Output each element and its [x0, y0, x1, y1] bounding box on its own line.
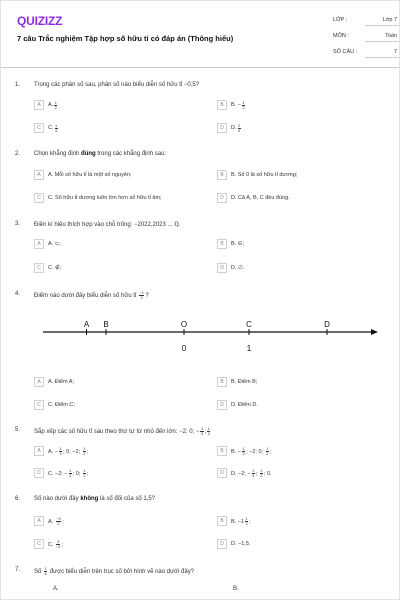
option-a[interactable]: A A. ⊂; — [34, 239, 61, 249]
fraction: $\frac{1}{3}$ — [59, 446, 62, 456]
number-line-figure — [41, 317, 381, 361]
header-divider — [1, 67, 400, 68]
option-text: C. $\frac{3}{-2}$ ; — [48, 539, 63, 549]
option-letter-box: D — [217, 123, 227, 133]
fraction: $\frac{1}{4}$ — [55, 123, 58, 133]
option-letter-box: D — [217, 539, 227, 549]
point-label-a: A — [83, 320, 90, 329]
option-c[interactable] — [34, 468, 89, 478]
option-d[interactable]: D D. Điểm D. — [217, 400, 258, 410]
point-label-c: C — [246, 320, 252, 329]
option-d[interactable]: D D. $\frac{2}{4}$ — [217, 123, 242, 133]
fraction: $\frac{1}{3}$ — [242, 446, 245, 456]
option-letter-box: B — [217, 100, 227, 110]
option-letter-box: A — [34, 516, 44, 526]
option-d[interactable]: D D. Cả A, B, C đều đúng. — [217, 193, 290, 203]
point-label-d: D — [324, 320, 330, 329]
fraction: $\frac{1}{3}$ — [69, 468, 72, 478]
option-b[interactable]: B B. Số 0 là số hữu tỉ dương; — [217, 170, 297, 180]
option-d[interactable] — [217, 468, 272, 478]
option-text: B. −1 $\frac{1}{2}$ ; — [231, 516, 251, 526]
option-letter-box: D — [217, 400, 227, 410]
option-a[interactable] — [34, 446, 88, 456]
fraction: $\frac{1}{2}$ — [242, 100, 245, 110]
option-letter-box: B — [217, 377, 227, 387]
option-letter-box: D — [217, 468, 227, 478]
option-c[interactable] — [34, 539, 63, 549]
fraction: $\frac{3}{-2}$ — [56, 539, 61, 549]
option-d[interactable]: D D. ∅. — [217, 263, 244, 273]
option-c[interactable]: C C. Điểm C; — [34, 400, 75, 410]
question-text: Điểm nào dưới đây biểu diễn số hữu tỉ $\frac{-1}{2}$ ? — [34, 291, 149, 300]
fraction: $\frac{2}{4}$ — [238, 123, 241, 133]
option-a[interactable]: A. — [53, 586, 59, 592]
tick-label: 0 — [181, 344, 187, 353]
question-number: 7. — [15, 567, 21, 573]
option-a[interactable] — [34, 516, 64, 526]
option-a[interactable]: A A. Điểm A; — [34, 377, 74, 387]
option-letter-box: A — [34, 446, 44, 456]
meta-count-value: 7 — [365, 47, 399, 58]
option-letter-box: A — [34, 377, 44, 387]
question-text: Chọn khẳng định đúng trong các khẳng định sau: — [34, 151, 167, 157]
question-number: 2. — [15, 151, 21, 157]
quizizz-logo: QUIZIZZ — [17, 14, 63, 28]
fraction: $\frac{1}{2}$ — [245, 516, 248, 526]
option-letter-box: B — [217, 239, 227, 249]
fraction: $\frac{1}{3}$ — [252, 468, 255, 478]
option-c[interactable]: C C. $\frac{1}{4}$ — [34, 123, 59, 133]
meta-subject-label: MÔN : — [333, 33, 349, 39]
option-b[interactable] — [217, 516, 251, 526]
option-letter-box: C — [34, 193, 44, 203]
option-c[interactable]: C C. ∉; — [34, 263, 61, 273]
option-letter-box: A — [34, 239, 44, 249]
question-text: Sắp xếp các số hữu tỉ sau theo thứ tự từ nhỏ đến lớn: −2; 0; − $\frac{1}{3}$ ; $\frac{1}{2}$ — [34, 427, 210, 436]
option-d[interactable] — [217, 539, 250, 549]
option-text: A. − $\frac{1}{3}$ ; 0; −2; $\frac{1}{2}$ ; — [48, 446, 89, 456]
option-letter-box: C — [34, 263, 44, 273]
option-letter-box: C — [34, 123, 44, 133]
tick-label: 1 — [246, 344, 252, 353]
option-letter-box: C — [34, 539, 44, 549]
option-a[interactable]: A A. Mỗi số hữu tỉ là một số nguyên; — [34, 170, 131, 180]
fraction: $\frac{-3}{2}$ — [56, 516, 61, 526]
option-letter-box: C — [34, 468, 44, 478]
option-b[interactable]: B. — [233, 586, 239, 592]
page-title: 7 câu Trắc nghiệm Tập hợp số hữu tỉ có đáp án (Thông hiểu) — [17, 34, 234, 43]
meta-subject-value: Toán — [365, 31, 399, 42]
option-letter-box: B — [217, 446, 227, 456]
option-letter-box: A — [34, 100, 44, 110]
meta-grade-value: Lớp 7 — [365, 15, 399, 26]
question-number: 1. — [15, 82, 21, 88]
point-label-b: B — [103, 320, 109, 329]
question-number: 4. — [15, 291, 21, 297]
question-text: Trong các phân số sau, phân số nào biểu diễn số hữu tỉ −0,5? — [34, 82, 200, 88]
option-text: B. − $\frac{1}{3}$ ; −2; 0; $\frac{1}{2}$ ; — [231, 446, 272, 456]
option-b[interactable]: B B. Điểm B; — [217, 377, 257, 387]
option-text: A. $\frac{-3}{2}$ ; — [48, 516, 64, 526]
question-text: Điền kí hiệu thích hợp vào chỗ trống: −2022,2023 ... ℚ. — [34, 222, 181, 228]
option-letter-box: D — [217, 263, 227, 273]
option-letter-box: B — [217, 170, 227, 180]
question-number: 5. — [15, 427, 21, 433]
option-b[interactable]: B B. ∈; — [217, 239, 244, 249]
point-label-o: O — [180, 320, 188, 329]
option-text: C. −2; − $\frac{1}{3}$ ; 0; $\frac{1}{2}$ ; — [48, 468, 89, 478]
meta-grade-label: LỚP : — [333, 17, 348, 23]
option-c[interactable]: C C. Số hữu tỉ dương luôn lớn hơn số hữu tỉ âm; — [34, 193, 162, 203]
option-b[interactable]: B B. − $\frac{1}{2}$ — [217, 100, 246, 110]
fraction: $\frac{1}{2}$ — [83, 446, 86, 456]
meta-count-label: SỐ CÂU : — [333, 49, 358, 55]
question-text: Số $\frac{1}{4}$ được biểu diễn trên trục số bởi hình vẽ nào dưới đây? — [34, 567, 195, 576]
option-letter-box: A — [34, 170, 44, 180]
question-text: Số nào dưới đây không là số đối của số 1,5? — [34, 496, 156, 502]
question-number: 3. — [15, 221, 21, 227]
fraction: $\frac{1}{2}$ — [260, 468, 263, 478]
fraction: $\frac{1}{2}$ — [266, 446, 269, 456]
fraction: $\frac{1}{2}$ — [83, 468, 86, 478]
fraction: $\frac{1}{2}$ — [54, 100, 57, 110]
question-number: 6. — [15, 496, 21, 502]
axis-arrow — [371, 329, 378, 335]
option-letter-box: C — [34, 400, 44, 410]
option-text: D. −2; − $\frac{1}{3}$ ; $\frac{1}{2}$ ; 0. — [231, 468, 272, 478]
number-line — [41, 317, 381, 361]
option-a[interactable]: A A. $\frac{1}{2}$ — [34, 100, 58, 110]
option-letter-box: B — [217, 516, 227, 526]
option-letter-box: D — [217, 193, 227, 203]
option-b[interactable] — [217, 446, 271, 456]
option-text: D. −1,5. — [231, 541, 251, 547]
